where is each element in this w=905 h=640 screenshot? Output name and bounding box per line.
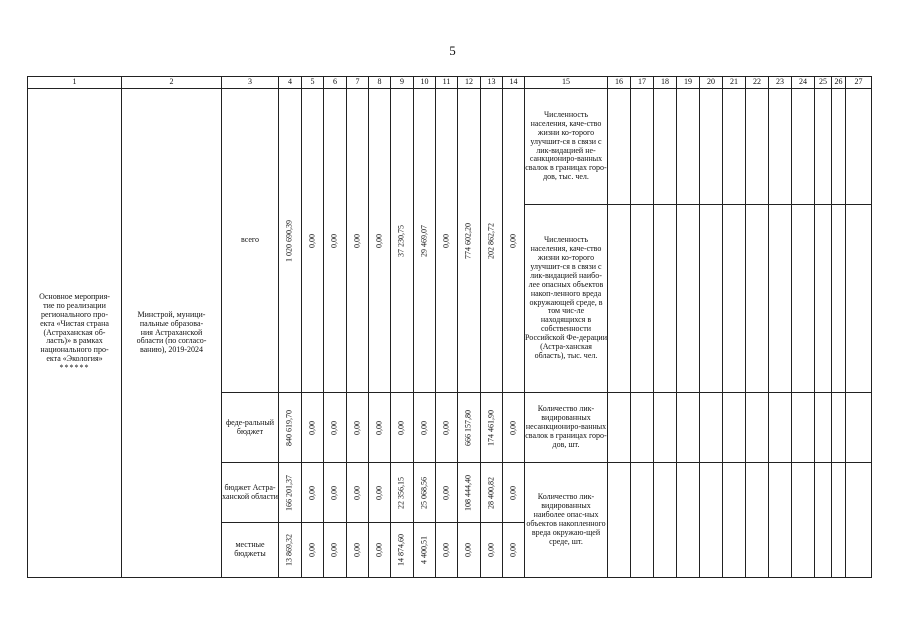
column-header: 24 [792,77,815,89]
value-cell [279,463,302,523]
value-text: 0,00 [352,233,362,248]
empty-cell [654,205,677,393]
column-header: 14 [503,77,525,89]
value-text: 0,00 [419,420,429,435]
value-cell [458,523,481,578]
empty-cell [631,205,654,393]
empty-cell [608,205,631,393]
empty-cell [746,463,769,578]
column-header: 21 [723,77,746,89]
column-header: 3 [222,77,279,89]
column-header: 4 [279,77,302,89]
empty-cell [608,463,631,578]
value-text: 13 869,32 [284,534,294,566]
empty-cell [792,393,815,463]
column-header: 18 [654,77,677,89]
value-cell [481,89,503,393]
indicator-cell: Численность населения, каче-ство жизни ко-торого улучшит-ся в связи с лик-видацией наибо-лее опасных объектов накоп-ленного вреда окружающей среде, в том чис-ле находящихся в собственности Российской Фе-дерации (Астра-ханская область), тыс. чел. [525,205,608,393]
column-header: 22 [746,77,769,89]
value-cell [324,393,347,463]
empty-cell [792,463,815,578]
value-cell [436,523,458,578]
empty-cell [631,89,654,205]
executor-text-line: ния Астраханской [140,327,203,337]
empty-cell [792,205,815,393]
value-text: 0,00 [374,485,384,500]
value-text: 0,00 [463,543,473,557]
value-text: 14 874,60 [396,534,406,566]
empty-cell [723,205,746,393]
value-text: 0,00 [329,543,339,557]
column-header: 23 [769,77,792,89]
event-text-line: екта «Экология» [46,354,103,364]
value-text: 0,00 [486,543,496,557]
value-text: 0,00 [307,543,317,557]
funding-source: местные бюджеты [222,523,279,578]
value-cell [347,523,369,578]
value-text: 666 157,80 [463,409,473,446]
value-cell [503,463,525,523]
value-cell [481,463,503,523]
value-text: 29 469,07 [419,224,429,257]
value-cell [481,393,503,463]
value-text: 0,00 [441,233,451,248]
empty-cell [832,393,846,463]
empty-cell [700,205,723,393]
value-text: 0,00 [329,485,339,500]
value-text: 4 400,51 [419,536,429,564]
value-text: 0,00 [307,420,317,435]
funding-source: феде-ральный бюджет [222,393,279,463]
value-cell [391,393,414,463]
event-marks: ****** [59,363,90,373]
value-cell [347,89,369,393]
column-header: 8 [369,77,391,89]
indicator-cell: Количество лик-видированных наиболее опас-ных объектов накопленного вреда окружаю-щей среде, шт. [525,463,608,578]
column-header: 11 [436,77,458,89]
column-header: 20 [700,77,723,89]
value-text: 28 400,82 [486,476,496,509]
empty-cell [723,89,746,205]
value-text: 1 020 690,39 [284,219,294,262]
column-header: 5 [302,77,324,89]
empty-cell [846,89,872,205]
empty-cell [677,393,700,463]
column-header-row [28,77,872,89]
value-text: 0,00 [352,543,362,557]
column-header: 19 [677,77,700,89]
empty-cell [631,393,654,463]
empty-cell [769,393,792,463]
value-cell [481,523,503,578]
value-cell [391,523,414,578]
value-text: 0,00 [374,233,384,248]
empty-cell [700,89,723,205]
empty-cell [815,89,832,205]
empty-cell [700,463,723,578]
event-cell [28,89,122,578]
funding-source: всего [222,89,279,393]
value-cell [369,523,391,578]
value-cell [414,523,436,578]
value-cell [414,393,436,463]
value-text: 166 201,37 [284,474,294,511]
value-cell [279,523,302,578]
value-cell [503,393,525,463]
value-text: 0,00 [307,233,317,248]
empty-cell [815,393,832,463]
value-text: 0,00 [508,233,518,248]
value-cell [324,89,347,393]
value-cell [279,89,302,393]
column-header: 10 [414,77,436,89]
value-cell [391,463,414,523]
empty-cell [723,393,746,463]
event-text-line: национального про- [40,345,109,355]
column-header: 7 [347,77,369,89]
empty-cell [846,393,872,463]
event-text-line: ласть)» в рамках [46,336,103,346]
value-cell [414,89,436,393]
value-cell [302,463,324,523]
executor-cell [122,89,222,578]
value-text: 0,00 [352,420,362,435]
column-header: 2 [122,77,222,89]
value-cell [347,393,369,463]
value-cell [324,463,347,523]
value-cell [503,89,525,393]
empty-cell [723,463,746,578]
value-cell [458,89,481,393]
value-cell [436,89,458,393]
value-text: 0,00 [329,420,339,435]
event-text-line: екта «Чистая страна [40,318,109,328]
value-text: 25 068,56 [419,476,429,509]
value-cell [369,393,391,463]
empty-cell [832,205,846,393]
empty-cell [769,205,792,393]
column-header: 12 [458,77,481,89]
column-header: 1 [28,77,122,89]
value-cell [391,89,414,393]
event-text-line: регионального про- [41,309,108,319]
value-cell [503,523,525,578]
value-cell [302,523,324,578]
column-header: 16 [608,77,631,89]
column-header: 25 [815,77,832,89]
empty-cell [608,393,631,463]
column-header: 26 [832,77,846,89]
column-header: 6 [324,77,347,89]
column-header: 9 [391,77,414,89]
executor-text-line: пальные образова- [139,318,204,328]
empty-cell [769,89,792,205]
value-cell [458,463,481,523]
event-text-line: Основное мероприя- [39,291,110,301]
empty-cell [677,89,700,205]
empty-cell [792,89,815,205]
empty-cell [815,205,832,393]
value-text: 840 619,70 [284,409,294,446]
empty-cell [677,205,700,393]
event-text-line: (Астраханская об- [43,327,106,337]
value-text: 37 230,75 [396,224,406,257]
value-cell [302,393,324,463]
value-cell [436,393,458,463]
value-cell [436,463,458,523]
value-text: 0,00 [508,485,518,500]
value-text: 0,00 [374,543,384,557]
empty-cell [746,89,769,205]
value-text: 0,00 [508,543,518,557]
table-row [28,89,872,205]
empty-cell [654,463,677,578]
value-text: 0,00 [508,420,518,435]
indicator-cell: Количество лик-видированных несанкциониро-ванных свалок в границах горо-дов, шт. [525,393,608,463]
value-text: 174 461,90 [486,409,496,446]
empty-cell [815,463,832,578]
value-text: 0,00 [307,485,317,500]
value-text: 0,00 [352,485,362,500]
value-text: 0,00 [441,485,451,500]
empty-cell [746,205,769,393]
empty-cell [846,205,872,393]
value-cell [324,523,347,578]
value-text: 774 602,20 [463,222,473,259]
value-cell [279,393,302,463]
column-header: 27 [846,77,872,89]
value-text: 22 356,15 [396,476,406,509]
empty-cell [608,89,631,205]
empty-cell [700,393,723,463]
empty-cell [769,463,792,578]
value-cell [369,463,391,523]
empty-cell [631,463,654,578]
value-cell [414,463,436,523]
column-header: 15 [525,77,608,89]
empty-cell [654,393,677,463]
value-text: 0,00 [441,420,451,435]
value-cell [302,89,324,393]
value-cell [347,463,369,523]
value-text: 0,00 [441,543,451,557]
value-text: 0,00 [374,420,384,435]
column-header: 13 [481,77,503,89]
empty-cell [654,89,677,205]
value-cell [458,393,481,463]
executor-text-line: области (по согласо- [136,336,207,346]
value-text: 0,00 [329,233,339,248]
value-text: 108 444,40 [463,474,473,511]
column-header: 17 [631,77,654,89]
empty-cell [846,463,872,578]
executor-text-line: ванию), 2019-2024 [139,345,204,355]
value-cell [369,89,391,393]
value-text: 202 862,72 [486,222,496,259]
event-text-line: тие по реализации [43,300,106,310]
empty-cell [832,89,846,205]
page-number: 5 [449,43,456,58]
executor-text-line: Минстрой, муници- [137,309,206,319]
funding-source: бюджет Астра-ханской области [222,463,279,523]
empty-cell [746,393,769,463]
value-text: 0,00 [396,420,406,435]
financing-table [27,76,872,578]
indicator-cell: Численность населения, каче-ство жизни ко-торого улучшит-ся в связи с лик-видацией не-санкциониро-ванных свалок в границах горо-дов, тыс. чел. [525,89,608,205]
empty-cell [832,463,846,578]
empty-cell [677,463,700,578]
